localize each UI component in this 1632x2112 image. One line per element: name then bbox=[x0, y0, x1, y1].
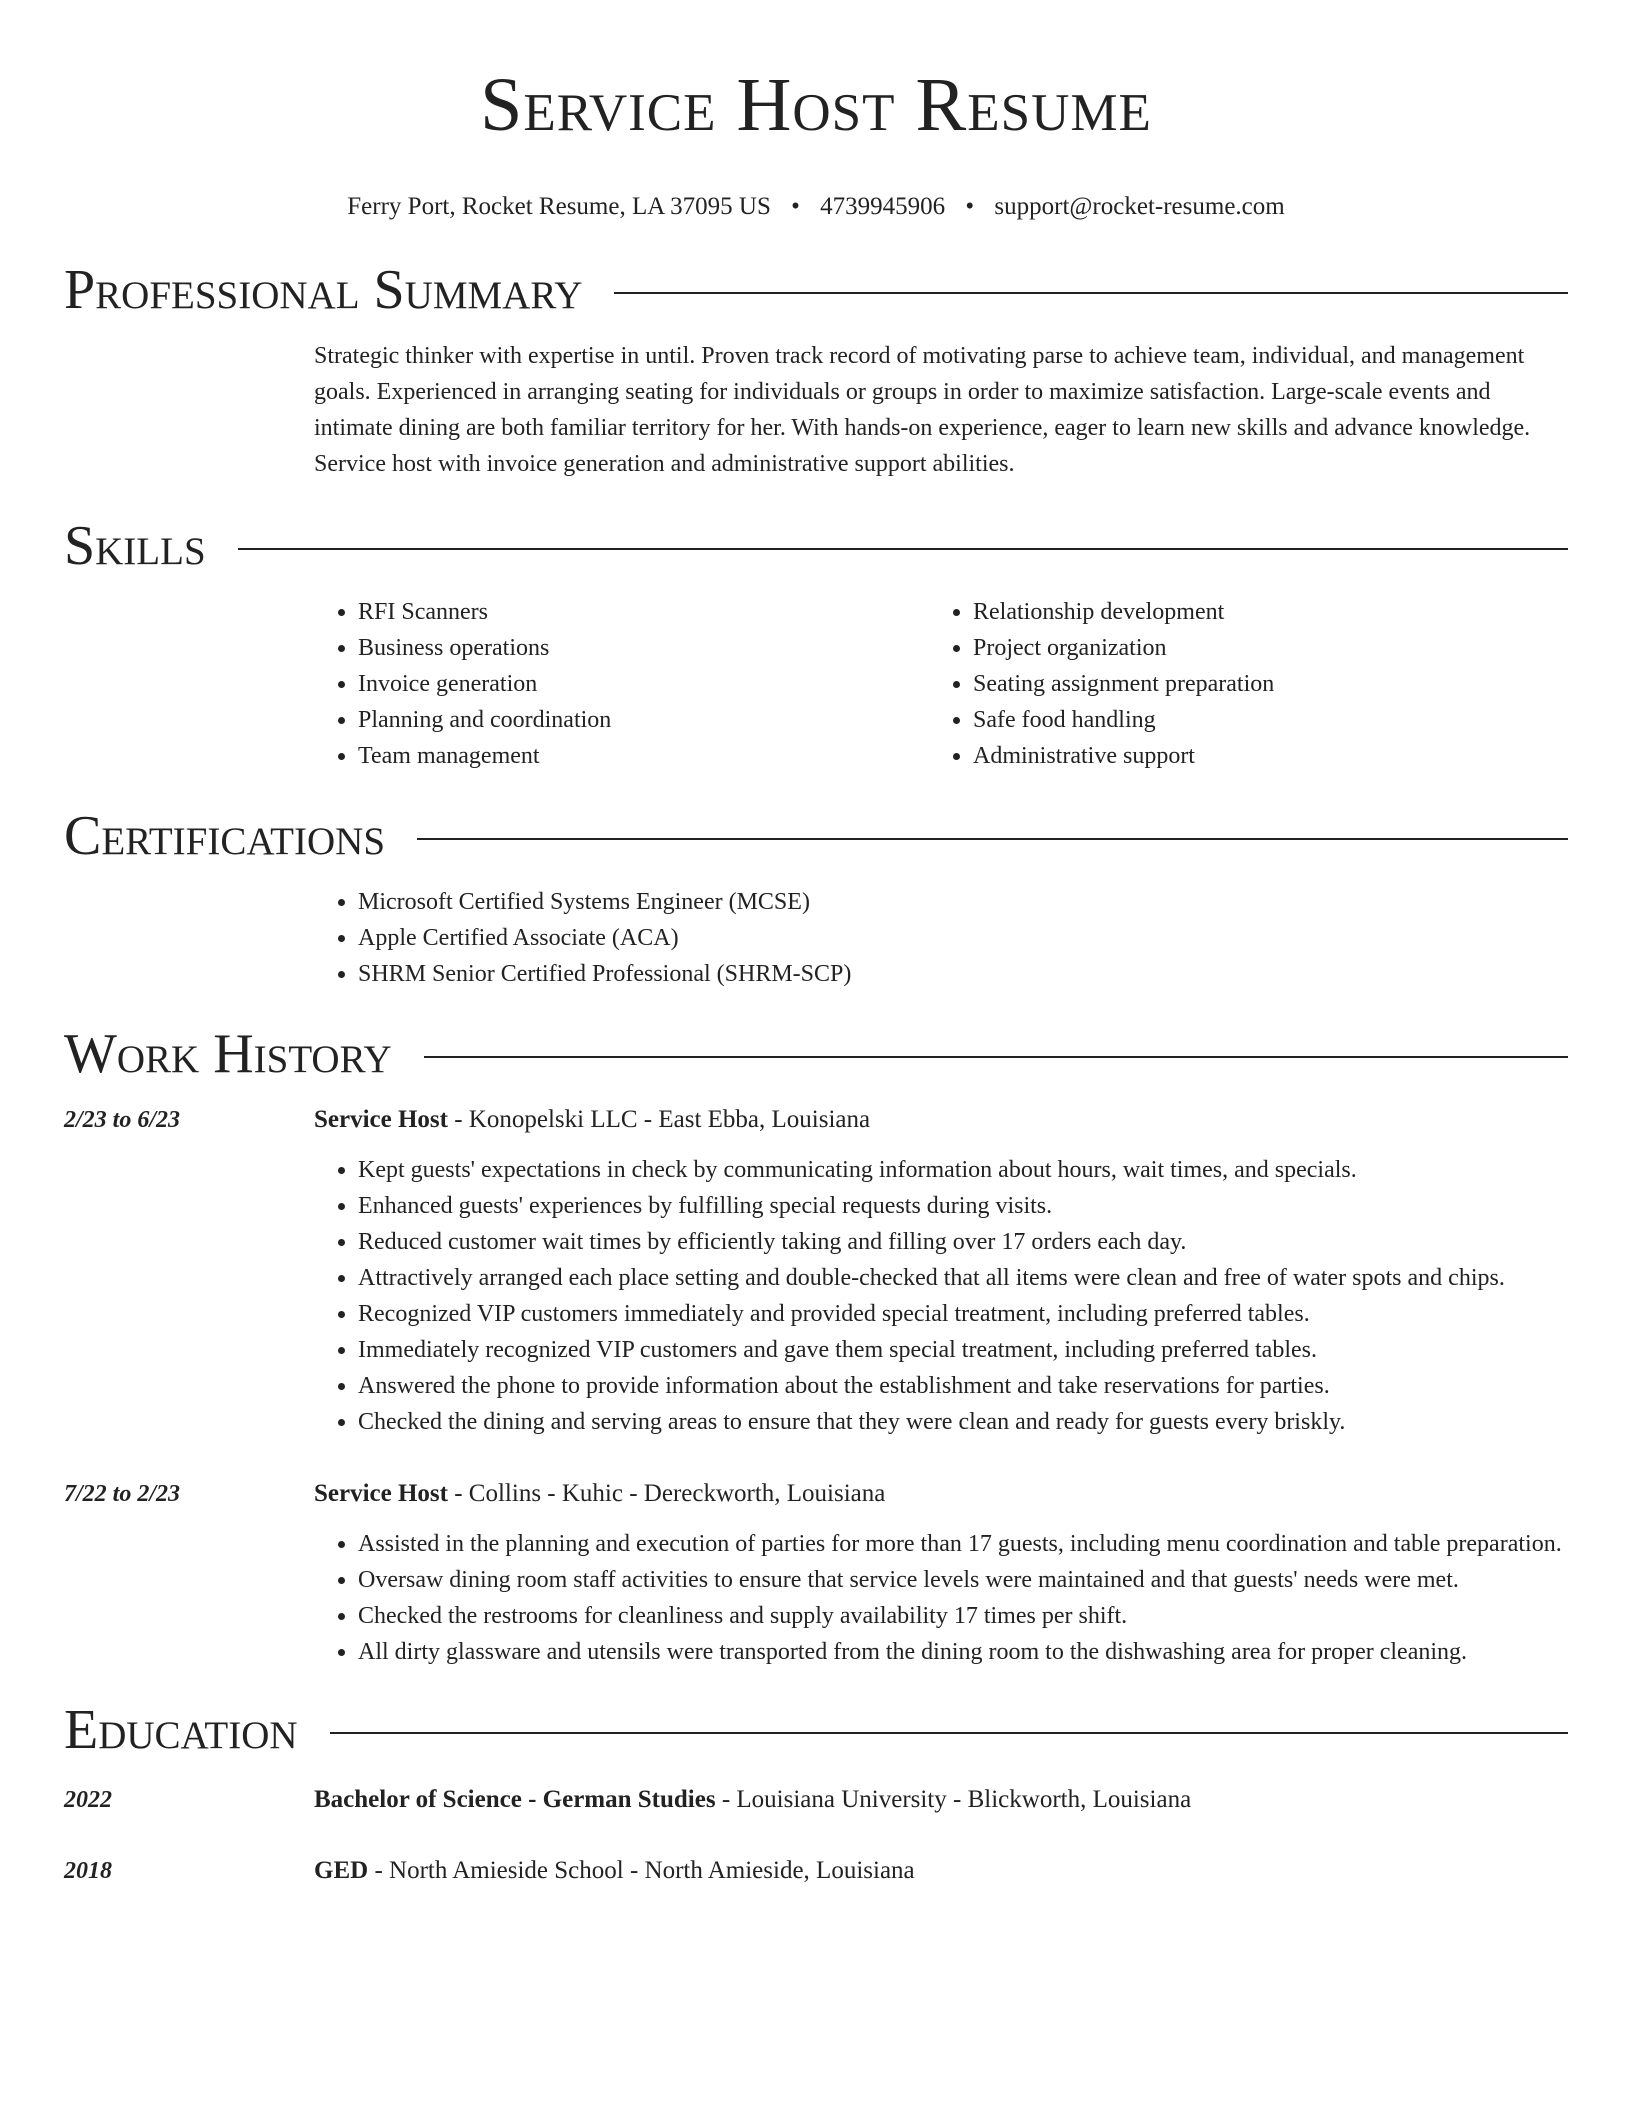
skill-item: • Team management bbox=[358, 738, 929, 774]
job-bullet: • Enhanced guests' experiences by fulfilling special requests during visits. bbox=[358, 1188, 1568, 1224]
skills-column-right bbox=[929, 594, 1544, 774]
job-bullet: • Recognized VIP customers immediately and provided special treatment, including preferred tables. bbox=[358, 1296, 1568, 1332]
job-bullet: • Checked the restrooms for cleanliness and supply availability 17 times per shift. bbox=[358, 1598, 1568, 1634]
section-title-certifications: Certifications bbox=[64, 805, 386, 867]
contact-address: Ferry Port, Rocket Resume, LA 37095 US bbox=[347, 193, 771, 220]
job-bullets bbox=[314, 1152, 1568, 1440]
section-divider bbox=[614, 292, 1568, 294]
education-entry bbox=[64, 1782, 1568, 1818]
skill-item: • Relationship development bbox=[973, 594, 1544, 630]
skill-item: • Invoice generation bbox=[358, 666, 929, 702]
contact-separator: • bbox=[965, 193, 975, 220]
job-bullets bbox=[314, 1526, 1568, 1670]
education-heading bbox=[314, 1853, 915, 1889]
job-heading bbox=[314, 1476, 1568, 1512]
contact-phone: 4739945906 bbox=[820, 193, 946, 220]
skill-item: • RFI Scanners bbox=[358, 594, 929, 630]
education-heading bbox=[314, 1782, 1191, 1818]
certification-item: • SHRM Senior Certified Professional (SHRM-SCP) bbox=[358, 956, 1568, 992]
summary-text: Strategic thinker with expertise in until. Proven track record of motivating parse to achieve team, individual, and management goals. Experienced in arranging seating for individuals or groups in order to maximize satisfaction. Large-scale events and intimate dining are both familiar territory for her. With hands-on experience, eager to learn new skills and advance knowledge. Service host with invoice generation and administrative support abilities. bbox=[314, 343, 1531, 477]
certifications-section-header bbox=[64, 804, 1568, 868]
job-dates: 2/23 to 6/23 bbox=[64, 1107, 181, 1133]
job-bullet: • Reduced customer wait times by efficiently taking and filling over 17 orders each day. bbox=[358, 1224, 1568, 1260]
section-title-summary: Professional Summary bbox=[64, 259, 583, 321]
job-bullet: • Attractively arranged each place setting and double-checked that all items were clean and free of water spots and chips. bbox=[358, 1260, 1568, 1296]
education-school: - Louisiana University - Blickworth, Louisiana bbox=[715, 1786, 1192, 1813]
job-body bbox=[314, 1476, 1568, 1670]
skill-item: • Administrative support bbox=[973, 738, 1544, 774]
job-employer: - Collins - Kuhic - Dereckworth, Louisiana bbox=[447, 1480, 886, 1507]
job-bullet: • Oversaw dining room staff activities to ensure that service levels were maintained and that guests' needs were met. bbox=[358, 1562, 1568, 1598]
skills-list bbox=[314, 594, 1568, 774]
certification-item: • Microsoft Certified Systems Engineer (MCSE) bbox=[358, 884, 1568, 920]
skills-column-left bbox=[314, 594, 929, 774]
summary-section-header bbox=[64, 258, 1568, 322]
job-bullet: • Kept guests' expectations in check by communicating information about hours, wait times, and specials. bbox=[358, 1152, 1568, 1188]
job-bullet: • Answered the phone to provide information about the establishment and take reservations for parties. bbox=[358, 1368, 1568, 1404]
section-divider bbox=[330, 1732, 1568, 1734]
job-entry bbox=[64, 1476, 1568, 1670]
section-title-education: Education bbox=[64, 1699, 298, 1761]
job-title: Service Host bbox=[314, 1106, 448, 1133]
education-year: 2022 bbox=[64, 1787, 112, 1813]
skill-item: • Planning and coordination bbox=[358, 702, 929, 738]
education-degree: Bachelor of Science - German Studies bbox=[314, 1786, 716, 1813]
job-heading bbox=[314, 1102, 1568, 1138]
contact-line bbox=[64, 190, 1568, 224]
job-body bbox=[314, 1102, 1568, 1440]
skill-item: • Business operations bbox=[358, 630, 929, 666]
skills-section-header bbox=[64, 514, 1568, 578]
job-entry bbox=[64, 1102, 1568, 1440]
education-section-header bbox=[64, 1698, 1568, 1762]
job-bullet: • Assisted in the planning and execution of parties for more than 17 guests, including menu coordination and table preparation. bbox=[358, 1526, 1568, 1562]
page-title: Service Host Resume bbox=[480, 63, 1152, 147]
job-bullet: • Immediately recognized VIP customers and gave them special treatment, including preferred tables. bbox=[358, 1332, 1568, 1368]
skill-item: • Safe food handling bbox=[973, 702, 1544, 738]
education-school: - North Amieside School - North Amieside, Louisiana bbox=[368, 1857, 915, 1884]
contact-email: support@rocket-resume.com bbox=[994, 193, 1285, 220]
section-divider bbox=[238, 548, 1568, 550]
job-employer: - Konopelski LLC - East Ebba, Louisiana bbox=[447, 1106, 871, 1133]
section-divider bbox=[424, 1056, 1568, 1058]
certification-item: • Apple Certified Associate (ACA) bbox=[358, 920, 1568, 956]
job-dates: 7/22 to 2/23 bbox=[64, 1481, 181, 1507]
skill-item: • Project organization bbox=[973, 630, 1544, 666]
section-divider bbox=[417, 838, 1568, 840]
job-bullet: • Checked the dining and serving areas to ensure that they were clean and ready for guests every briskly. bbox=[358, 1404, 1568, 1440]
education-entry bbox=[64, 1853, 1568, 1889]
education-year: 2018 bbox=[64, 1858, 112, 1884]
section-title-skills: Skills bbox=[64, 515, 206, 577]
job-title: Service Host bbox=[314, 1480, 448, 1507]
certifications-list bbox=[314, 884, 1568, 992]
work-section-header bbox=[64, 1022, 1568, 1086]
job-bullet: • All dirty glassware and utensils were transported from the dining room to the dishwashing area for proper cleaning. bbox=[358, 1634, 1568, 1670]
section-title-work: Work History bbox=[64, 1023, 392, 1085]
skill-item: • Seating assignment preparation bbox=[973, 666, 1544, 702]
education-degree: GED bbox=[314, 1857, 369, 1884]
contact-separator: • bbox=[791, 193, 800, 220]
